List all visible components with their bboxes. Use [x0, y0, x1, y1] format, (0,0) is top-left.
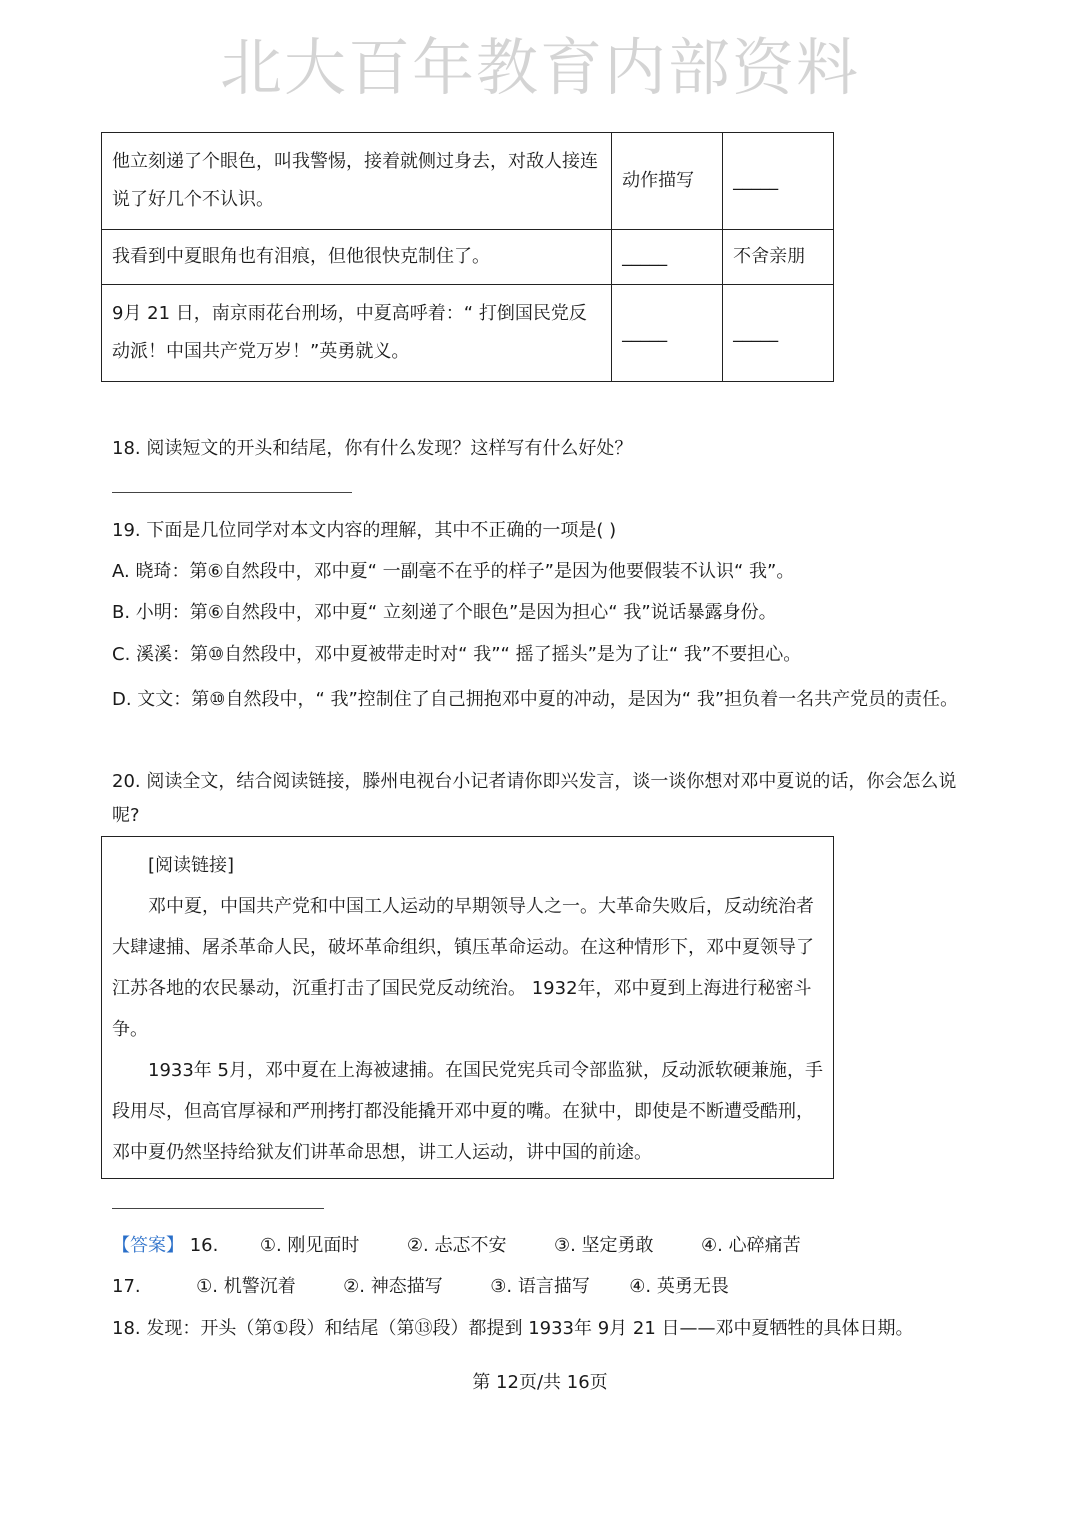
answer-item: ③. 语言描写 — [490, 1276, 590, 1297]
description-table — [101, 132, 834, 382]
answer-number: 17. — [112, 1276, 141, 1297]
question-19-option-d: D. 文文：第⑩自然段中，“ 我”控制住了自己拥抱邓中夏的冲动，是因为“ 我”担负着一名共产党员的责任。 — [112, 689, 959, 710]
reading-link-box — [101, 836, 834, 1179]
table-row — [102, 133, 834, 230]
table-row — [102, 285, 834, 382]
question-20: 20. 阅读全文，结合阅读链接，滕州电视台小记者请你即兴发言，谈一谈你想对邓中夏说的话，你会怎么说呢? — [112, 771, 957, 826]
question-19-option-a: A. 晓琦：第⑥自然段中，邓中夏“ 一副毫不在乎的样子”是因为他要假装不认识“ 我”。 — [112, 561, 795, 582]
answer-16 — [112, 1229, 801, 1263]
reading-link-paragraph: 邓中夏，中国共产党和中国工人运动的早期领导人之一。大革命失败后，反动统治者大肆逮捕、屠杀革命人民，破坏革命组织，镇压革命运动。在这种情形下，邓中夏领导了江苏各地的农民暴动，沉重打击了国民党反动统治。 1932年，邓中夏到上海进行秘密斗争。 — [112, 896, 814, 1040]
watermark: 北大百年教育内部资料 — [219, 31, 860, 104]
answer-number: 16. — [189, 1235, 219, 1256]
answer-tag: 【答案】 — [112, 1235, 184, 1256]
table-cell-quality: 不舍亲朋 — [723, 230, 834, 285]
answer-item: ②. 神态描写 — [343, 1276, 443, 1297]
page-number: 第 12页/共 16页 — [472, 1372, 608, 1393]
table-cell-quality: _____ — [723, 285, 834, 382]
reading-link-title: [阅读链接] — [148, 855, 235, 876]
question-18: 18. 阅读短文的开头和结尾，你有什么发现？这样写有什么好处？ — [112, 438, 633, 459]
question-19-option-b: B. 小明：第⑥自然段中，邓中夏“ 立刻递了个眼色”是因为担心“ 我”说话暴露身份。 — [112, 602, 777, 623]
answer-line — [112, 492, 352, 493]
table-row — [102, 230, 834, 285]
answer-line — [112, 1208, 324, 1209]
table-cell-method: _____ — [612, 285, 723, 382]
question-19-option-c: C. 溪溪：第⑩自然段中，邓中夏被带走时对“ 我”“ 摇了摇头”是为了让“ 我”不要担心。 — [112, 644, 802, 665]
answer-item: ③. 坚定勇敢 — [553, 1235, 654, 1256]
answer-item: ①. 刚见面时 — [259, 1235, 360, 1256]
table-cell-text: 他立刻递了个眼色，叫我警惕，接着就侧过身去，对敌人接连说了好几个不认识。 — [102, 133, 612, 230]
reading-link-paragraph: 1933年 5月，邓中夏在上海被逮捕。在国民党宪兵司令部监狱，反动派软硬兼施，手段用尽，但高官厚禄和严刑拷打都没能撬开邓中夏的嘴。在狱中，即使是不断遭受酷刑，邓中夏仍然坚持给狱友们讲革命思想，讲工人运动，讲中国的前途。 — [112, 1060, 823, 1163]
table-cell-text: 9月 21 日，南京雨花台刑场，中夏高呼着：“ 打倒国民党反动派！中国共产党万岁！”英勇就义。 — [102, 285, 612, 382]
table-cell-method: _____ — [612, 230, 723, 285]
table-cell-text: 我看到中夏眼角也有泪痕，但他很快克制住了。 — [102, 230, 612, 285]
table-cell-method: 动作描写 — [612, 133, 723, 230]
answer-item: ①. 机警沉着 — [196, 1276, 296, 1297]
table-cell-quality: _____ — [723, 133, 834, 230]
answer-item: ④. 心碎痛苦 — [701, 1235, 801, 1256]
answer-item: ④. 英勇无畏 — [629, 1276, 729, 1297]
answer-18: 18. 发现：开头（第①段）和结尾（第⑬段）都提到 1933年 9月 21 日——邓中夏牺牲的具体日期。 — [112, 1318, 914, 1339]
question-19-stem: 19. 下面是几位同学对本文内容的理解，其中不正确的一项是( ) — [112, 520, 617, 541]
answer-17 — [112, 1270, 729, 1304]
answer-item: ②. 忐忑不安 — [406, 1235, 507, 1256]
